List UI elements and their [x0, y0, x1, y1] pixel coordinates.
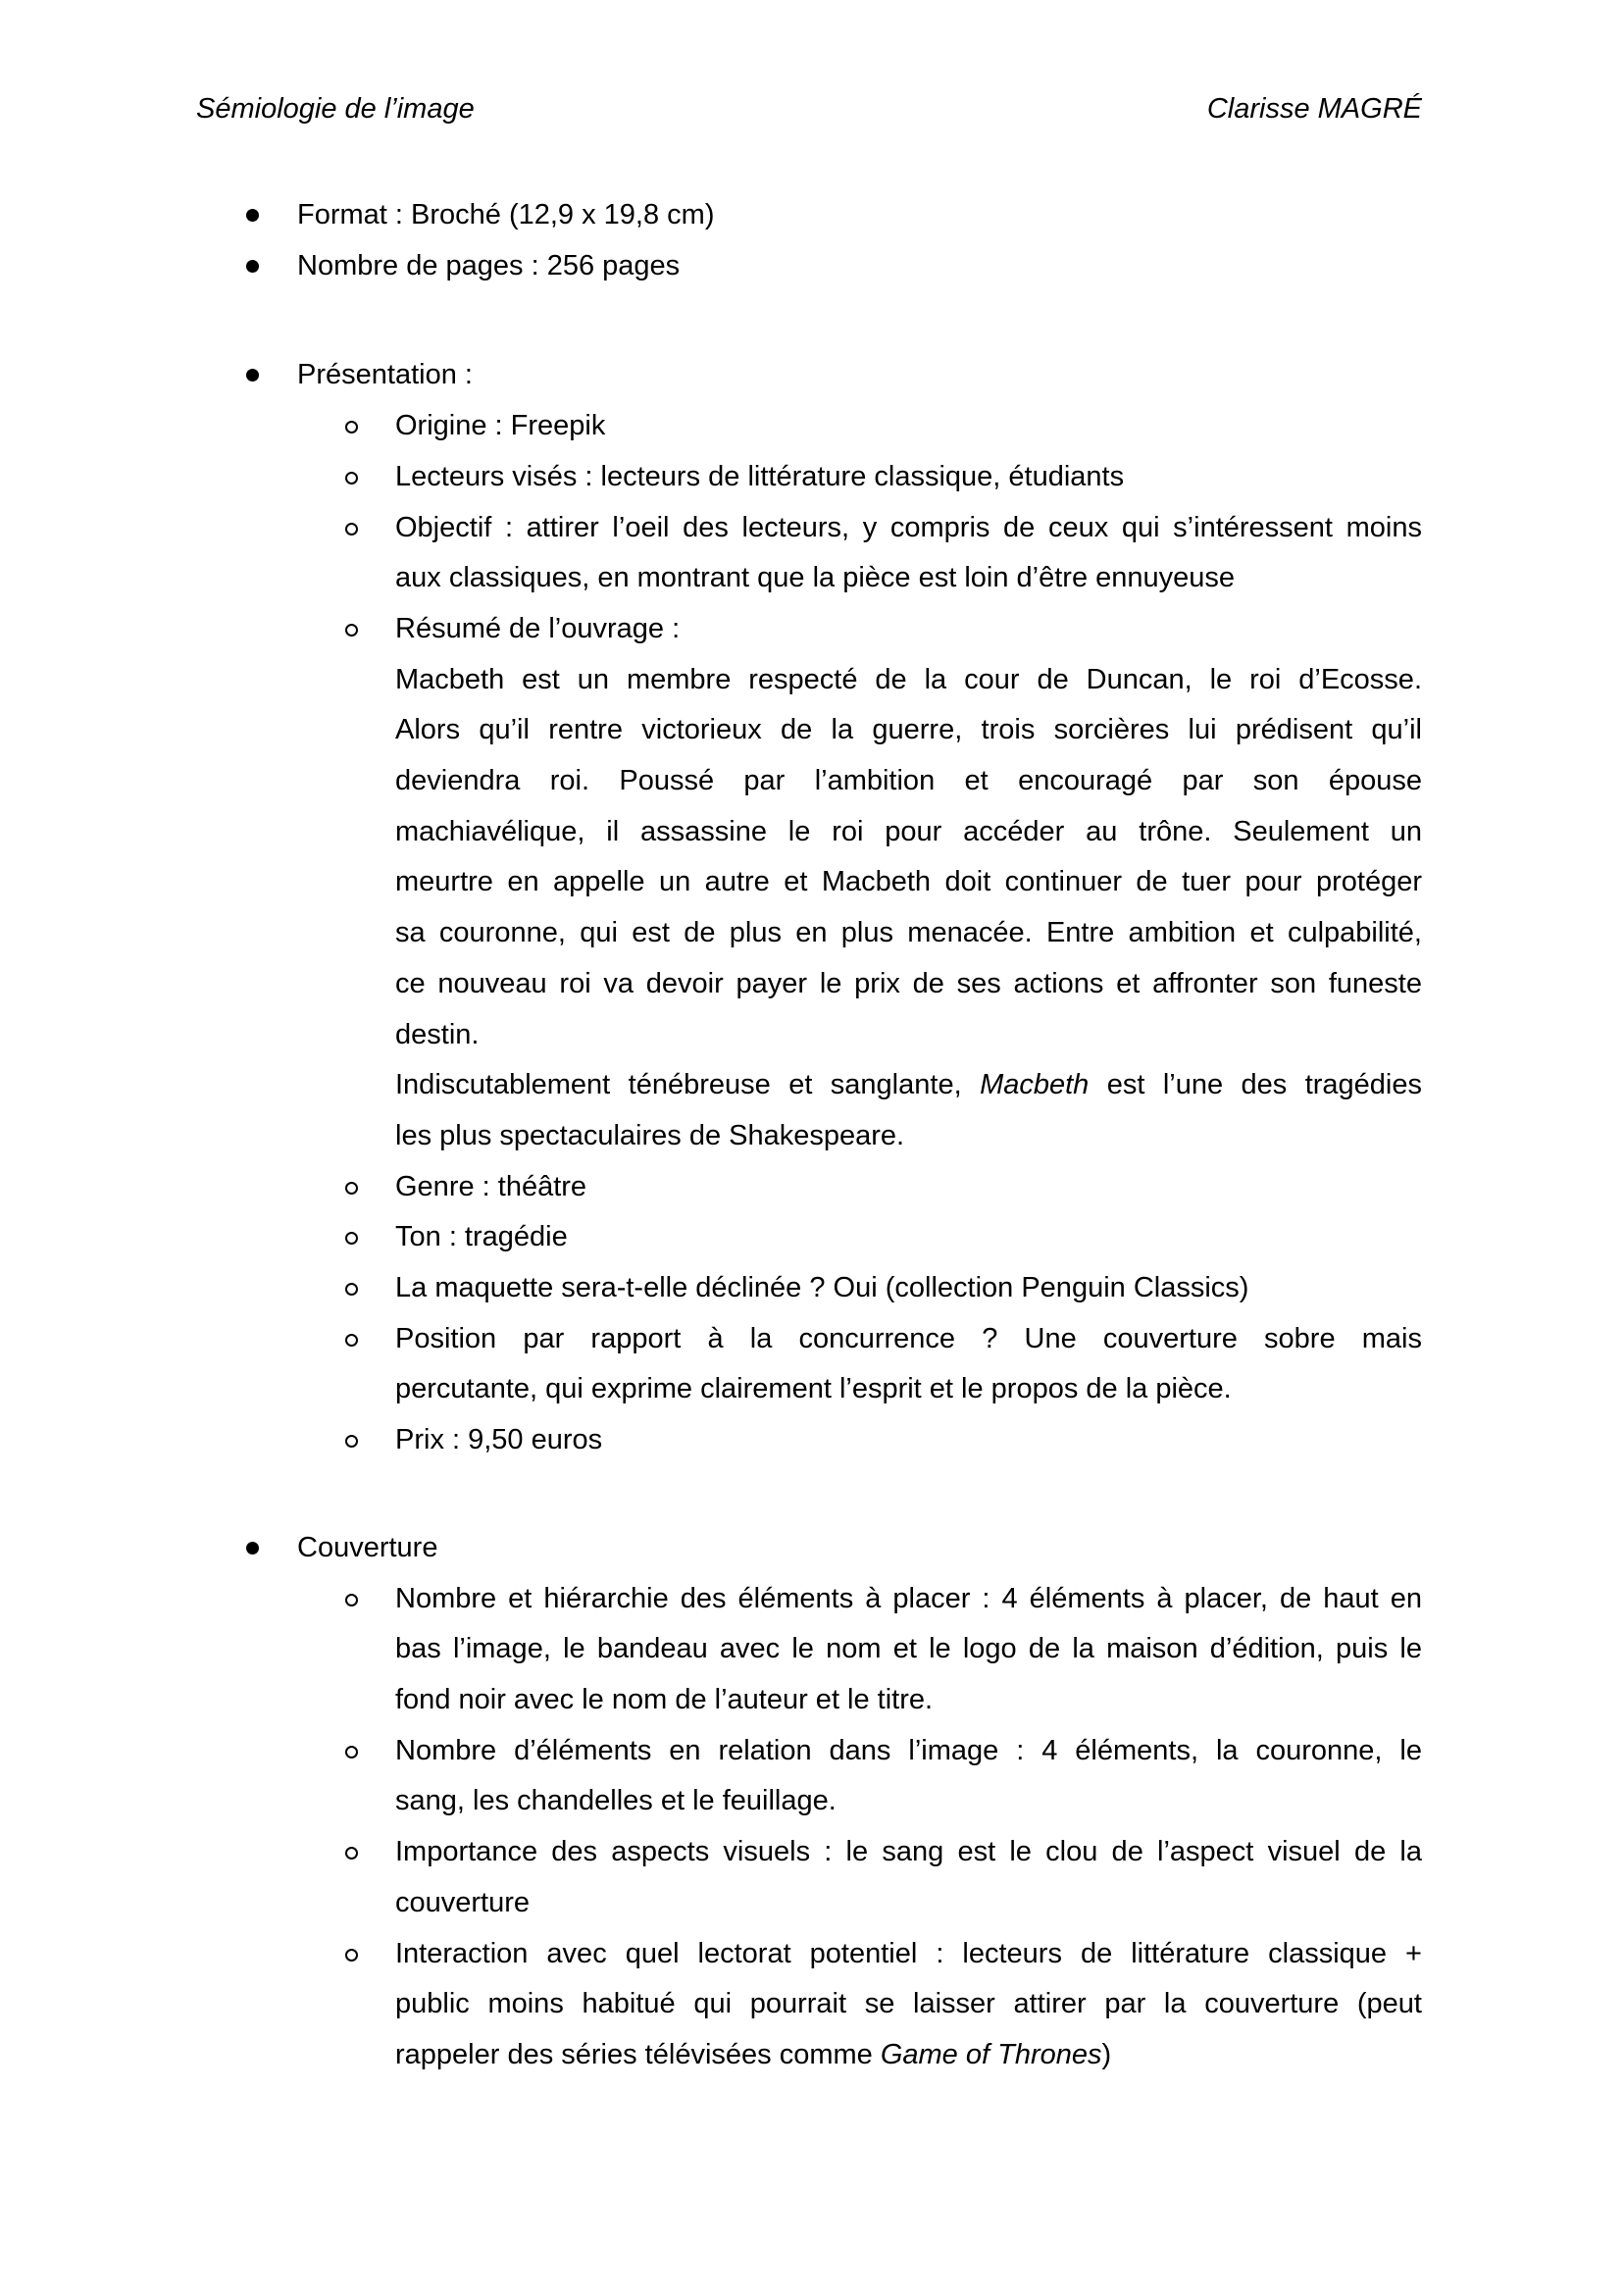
bullet-circle-icon	[345, 1182, 358, 1195]
item-text: )	[1101, 2038, 1112, 2070]
list-item-couverture	[196, 1523, 1422, 1574]
list-item-importance	[196, 1827, 1422, 1928]
item-text: Nombre de pages : 256 pages	[297, 249, 681, 281]
paragraph-line: sa couronne, qui est de plus en plus menacée. Entre ambition et culpabilité,	[395, 917, 1422, 949]
item-text: Format : Broché (12,9 x 19,8 cm)	[297, 199, 715, 230]
list-item-maquette	[196, 1263, 1422, 1314]
bullet-circle-icon	[345, 1334, 358, 1347]
paragraph-line: les plus spectaculaires de Shakespeare.	[395, 1119, 905, 1151]
list-item-format	[196, 190, 1422, 241]
paragraph-line	[395, 1060, 1422, 1111]
list-item-lecteurs	[196, 452, 1422, 503]
item-text-line: Position par rapport à la concurrence ? Une couverture sobre mais	[395, 1322, 1422, 1354]
blank-line	[196, 1466, 1422, 1523]
list-item-pages	[196, 241, 1422, 292]
item-text-line: couverture	[395, 1886, 531, 1918]
bullet-circle-icon	[345, 1435, 358, 1448]
item-text: Présentation :	[297, 359, 473, 391]
list-item-elements	[196, 1726, 1422, 1827]
paragraph-line: Macbeth est un membre respecté de la cour de Duncan, le roi d’Ecosse.	[395, 663, 1422, 695]
list-item-prix	[196, 1415, 1422, 1466]
paragraph-line: ce nouveau roi va devoir payer le prix de ses actions et affronter son funeste	[395, 967, 1422, 999]
item-text-line: bas l’image, le bandeau avec le nom et le logo de la maison d’édition, puis le	[395, 1633, 1422, 1665]
list-item-genre	[196, 1162, 1422, 1213]
bullet-circle-icon	[345, 1232, 358, 1245]
item-text-line: Interaction avec quel lectorat potentiel : lecteurs de littérature classique +	[395, 1937, 1422, 1969]
item-text: Couverture	[297, 1531, 438, 1563]
paragraph-line: machiavélique, il assassine le roi pour accéder au trône. Seulement un	[395, 815, 1422, 847]
bullet-circle-icon	[345, 523, 358, 535]
bullet-circle-icon	[345, 1283, 358, 1296]
bullet-dot-icon	[246, 260, 259, 273]
item-text: Ton : tragédie	[395, 1221, 568, 1253]
item-text-line: percutante, qui exprime clairement l’esprit et le propos de la pièce.	[395, 1373, 1232, 1405]
paragraph-line: deviendra roi. Poussé par l’ambition et encouragé par son épouse	[395, 765, 1422, 797]
item-text-line: Importance des aspects visuels : le sang est le clou de l’aspect visuel de la	[395, 1836, 1422, 1868]
bullet-dot-icon	[246, 369, 259, 382]
bullet-circle-icon	[345, 472, 358, 484]
item-text: Genre : théâtre	[395, 1170, 587, 1202]
bullet-circle-icon	[345, 624, 358, 637]
list-item-origine	[196, 401, 1422, 452]
list-item-position	[196, 1314, 1422, 1415]
series-title-italic: Game of Thrones	[880, 2038, 1102, 2070]
paragraph-line: meurtre en appelle un autre et Macbeth doit continuer de tuer pour protéger	[395, 866, 1422, 898]
book-title-italic: Macbeth	[980, 1069, 1090, 1101]
bullet-circle-icon	[345, 421, 358, 433]
resume-paragraph	[196, 655, 1422, 1162]
item-text-line: fond noir avec le nom de l’auteur et le titre.	[395, 1683, 934, 1715]
list-item-hierarchie	[196, 1574, 1422, 1726]
item-text-line: public moins habitué qui pourrait se laisser attirer par la couverture (peut	[395, 1988, 1422, 2020]
list-item-presentation	[196, 350, 1422, 401]
bullet-dot-icon	[246, 1542, 259, 1555]
item-text-line: Nombre d’éléments en relation dans l’image : 4 éléments, la couronne, le	[395, 1734, 1422, 1766]
item-text: La maquette sera-t-elle déclinée ? Oui (collection Penguin Classics)	[395, 1272, 1249, 1304]
item-text: rappeler des séries télévisées comme	[395, 2038, 881, 2070]
item-text-line: aux classiques, en montrant que la pièce est loin d’être ennuyeuse	[395, 562, 1236, 594]
item-text: Prix : 9,50 euros	[395, 1424, 603, 1456]
item-text-line: Objectif : attirer l’oeil des lecteurs, y compris de ceux qui s’intéressent moins	[395, 511, 1422, 543]
item-text-line	[395, 2030, 1422, 2081]
paragraph-text: Indiscutablement ténébreuse et sanglante,	[395, 1069, 981, 1101]
paragraph-line: Alors qu’il rentre victorieux de la guerre, trois sorcières lui prédisent qu’il	[395, 714, 1422, 746]
item-text: Origine : Freepik	[395, 410, 606, 442]
header-course-title: Sémiologie de l’image	[196, 93, 475, 125]
page-header	[196, 92, 1422, 126]
document-body	[196, 190, 1422, 2081]
item-text-line: sang, les chandelles et le feuillage.	[395, 1785, 837, 1817]
bullet-dot-icon	[246, 209, 259, 222]
paragraph-line: destin.	[395, 1018, 480, 1050]
item-text: Lecteurs visés : lecteurs de littérature classique, étudiants	[395, 460, 1125, 492]
item-text-line: Nombre et hiérarchie des éléments à placer : 4 éléments à placer, de haut en	[395, 1582, 1422, 1614]
bullet-circle-icon	[345, 1847, 358, 1860]
item-text: Résumé de l’ouvrage :	[395, 612, 681, 644]
list-item-objectif	[196, 503, 1422, 604]
blank-line	[196, 291, 1422, 350]
bullet-circle-icon	[345, 1746, 358, 1759]
bullet-circle-icon	[345, 1949, 358, 1962]
bullet-circle-icon	[345, 1594, 358, 1606]
list-item-interaction	[196, 1929, 1422, 2081]
list-item-ton	[196, 1212, 1422, 1263]
paragraph-text: est l’une des tragédies	[1089, 1069, 1422, 1101]
header-author-name: Clarisse MAGRÉ	[1206, 93, 1422, 125]
list-item-resume-label	[196, 604, 1422, 655]
